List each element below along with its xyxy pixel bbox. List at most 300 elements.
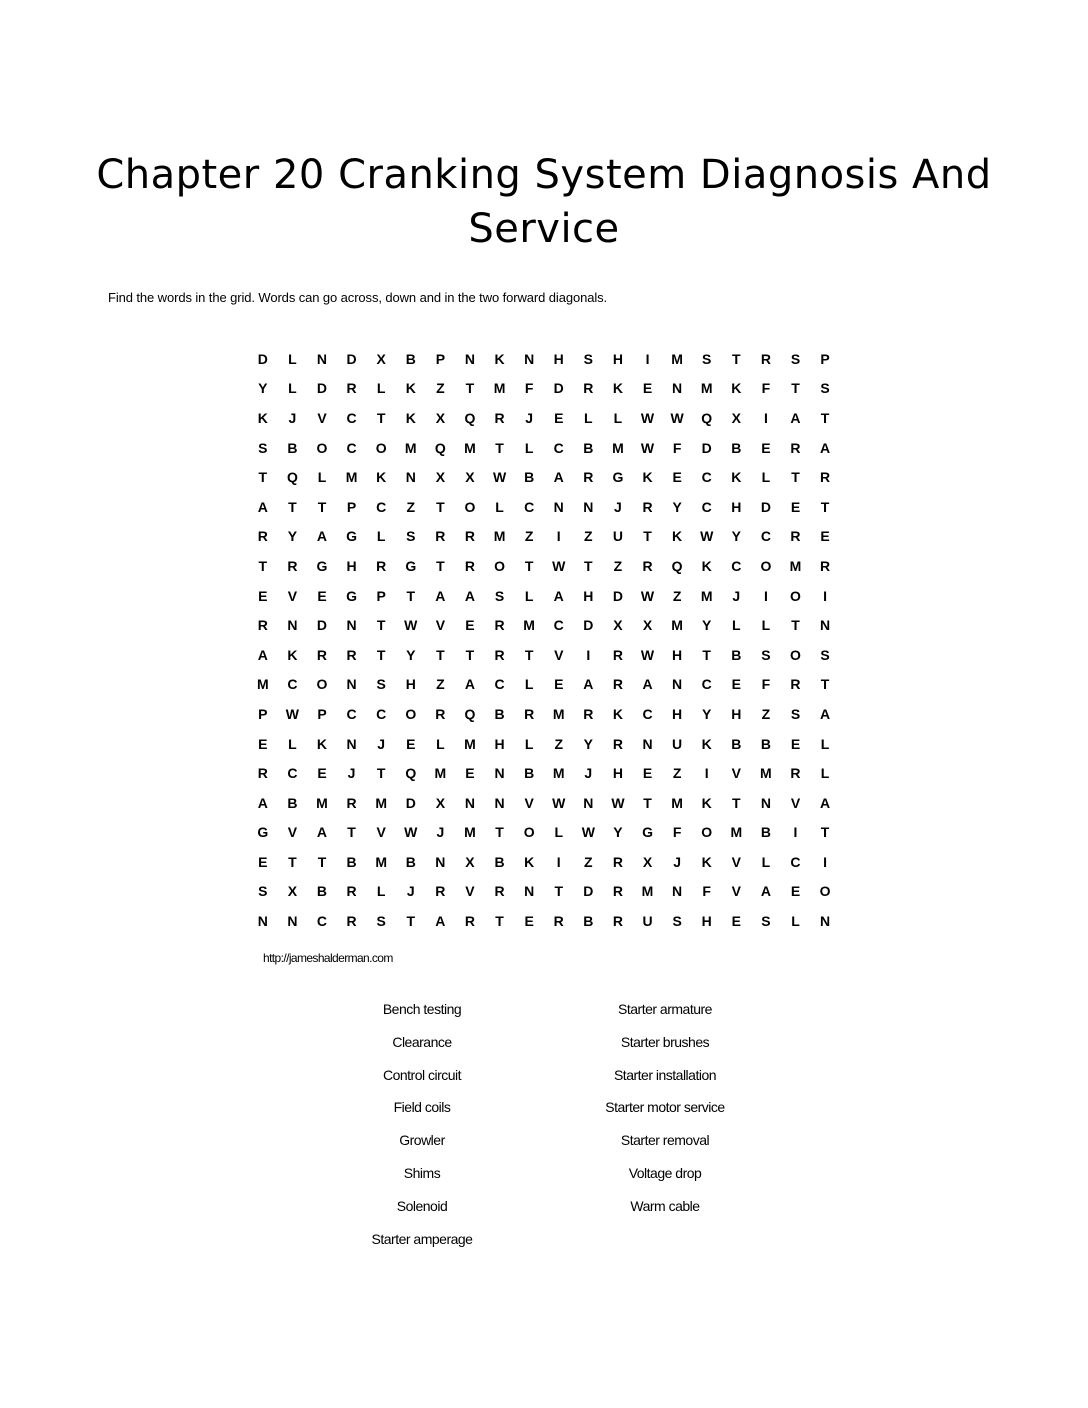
- grid-letter: T: [524, 646, 534, 663]
- grid-letter: T: [436, 557, 445, 574]
- grid-letter: M: [671, 617, 683, 634]
- grid-letter: A: [435, 587, 446, 604]
- grid-letter: R: [435, 705, 446, 722]
- grid-letter: L: [524, 735, 534, 752]
- grid-letter: E: [642, 765, 653, 782]
- grid-row: [248, 877, 840, 907]
- grid-letter: K: [642, 469, 653, 486]
- grid-letter: M: [464, 735, 476, 752]
- grid-letter: R: [346, 913, 357, 930]
- word-list-item: Solenoid: [396, 1197, 448, 1214]
- grid-letter: R: [790, 676, 801, 693]
- grid-letter: M: [760, 765, 772, 782]
- grid-letter: A: [790, 409, 801, 426]
- grid-letter: T: [436, 646, 445, 663]
- grid-letter: I: [586, 646, 591, 663]
- grid-letter: B: [583, 439, 594, 456]
- grid-letter: B: [760, 824, 771, 841]
- grid-letter: L: [613, 409, 623, 426]
- grid-row: [248, 847, 840, 877]
- grid-letter: L: [524, 676, 534, 693]
- grid-letter: C: [287, 765, 298, 782]
- word-list-item: Bench testing: [382, 1001, 462, 1017]
- grid-letter: R: [494, 883, 505, 900]
- grid-letter: G: [346, 587, 358, 604]
- grid-letter: C: [701, 469, 712, 486]
- word-list-left: [292, 998, 552, 1260]
- grid-letter: K: [405, 380, 416, 397]
- grid-letter: H: [672, 705, 683, 722]
- grid-letter: I: [556, 528, 561, 545]
- grid-letter: B: [287, 439, 298, 456]
- grid-letter: W: [640, 587, 655, 604]
- grid-letter: T: [376, 646, 386, 663]
- grid-letter: D: [257, 350, 268, 367]
- grid-letter: C: [553, 439, 564, 456]
- grid-letter: W: [640, 439, 655, 456]
- grid-letter: F: [702, 883, 711, 900]
- grid-letter: A: [316, 528, 328, 545]
- grid-row: [248, 610, 840, 640]
- word-list-item: Control circuit: [382, 1066, 462, 1083]
- grid-letter: L: [524, 587, 534, 604]
- grid-letter: M: [316, 794, 328, 811]
- grid-letter: I: [793, 824, 798, 841]
- grid-letter: A: [257, 646, 268, 663]
- grid-letter: E: [258, 587, 268, 604]
- grid-letter: T: [820, 824, 830, 841]
- grid-letter: R: [494, 646, 505, 663]
- grid-letter: T: [495, 439, 504, 456]
- grid-letter: M: [700, 380, 713, 397]
- grid-letter: E: [761, 439, 771, 456]
- grid-letter: K: [701, 557, 712, 574]
- grid-letter: C: [553, 617, 564, 634]
- grid-letter: N: [494, 765, 505, 782]
- grid-letter: C: [731, 557, 742, 574]
- grid-letter: I: [763, 409, 768, 426]
- grid-letter: J: [406, 883, 415, 900]
- page-title: Chapter 20 Cranking System Diagnosis And Service: [96, 152, 992, 252]
- grid-letter: O: [464, 498, 476, 515]
- grid-letter: W: [640, 409, 655, 426]
- grid-letter: A: [583, 676, 594, 693]
- grid-row: [248, 640, 840, 670]
- grid-letter: R: [612, 676, 623, 693]
- word-list-item: Field coils: [393, 1099, 451, 1116]
- grid-letter: Z: [761, 705, 771, 722]
- grid-letter: T: [347, 824, 356, 841]
- grid-letter: X: [435, 794, 446, 811]
- grid-letter: O: [375, 439, 387, 456]
- grid-letter: A: [435, 913, 446, 930]
- grid-letter: O: [316, 439, 328, 456]
- grid-letter: C: [346, 409, 357, 426]
- grid-letter: R: [346, 646, 357, 663]
- grid-letter: S: [702, 350, 712, 367]
- grid-letter: C: [376, 498, 387, 515]
- grid-row: [248, 670, 840, 700]
- grid-letter: S: [376, 913, 386, 930]
- grid-letter: D: [553, 380, 564, 397]
- grid-letter: R: [524, 705, 535, 722]
- grid-letter: N: [464, 350, 476, 367]
- grid-letter: H: [701, 913, 712, 930]
- grid-letter: J: [288, 409, 297, 426]
- grid-letter: Q: [701, 409, 713, 426]
- grid-letter: I: [823, 853, 828, 870]
- grid-letter: H: [672, 646, 683, 663]
- grid-letter: V: [554, 646, 564, 663]
- grid-letter: T: [465, 380, 475, 397]
- grid-letter: R: [346, 380, 357, 397]
- grid-letter: J: [347, 765, 356, 782]
- grid-letter: W: [640, 646, 655, 663]
- word-list-item: Voltage drop: [628, 1164, 702, 1181]
- grid-row: [248, 729, 840, 759]
- grid-letter: S: [761, 913, 771, 930]
- grid-letter: L: [495, 498, 504, 515]
- grid-letter: T: [406, 587, 416, 604]
- grid-letter: G: [257, 824, 269, 841]
- grid-letter: D: [316, 380, 328, 397]
- grid-letter: O: [760, 557, 772, 574]
- grid-letter: T: [820, 498, 830, 515]
- grid-letter: T: [791, 380, 800, 397]
- grid-letter: N: [524, 350, 535, 367]
- grid-letter: L: [761, 853, 771, 870]
- grid-letter: E: [790, 735, 801, 752]
- grid-letter: C: [316, 913, 328, 930]
- grid-letter: L: [820, 765, 830, 782]
- grid-letter: T: [465, 646, 475, 663]
- grid-letter: J: [584, 765, 593, 782]
- grid-letter: D: [701, 439, 712, 456]
- grid-letter: T: [732, 794, 741, 811]
- grid-letter: R: [612, 853, 623, 870]
- grid-letter: N: [287, 913, 298, 930]
- grid-letter: P: [435, 350, 446, 367]
- grid-letter: S: [790, 350, 801, 367]
- grid-letter: I: [823, 587, 828, 604]
- grid-letter: E: [406, 735, 416, 752]
- grid-letter: X: [642, 617, 653, 634]
- grid-letter: A: [820, 705, 831, 722]
- grid-letter: Y: [583, 735, 593, 752]
- grid-letter: L: [820, 735, 830, 752]
- grid-letter: R: [642, 498, 653, 515]
- word-list-item: Starter amperage: [371, 1230, 473, 1247]
- grid-letter: E: [554, 409, 564, 426]
- grid-letter: B: [583, 913, 594, 930]
- grid-letter: B: [287, 794, 298, 811]
- grid-letter: X: [435, 469, 446, 486]
- grid-letter: Z: [524, 528, 534, 545]
- grid-letter: M: [641, 883, 654, 900]
- grid-letter: O: [405, 705, 417, 722]
- grid-letter: B: [494, 705, 505, 722]
- grid-letter: J: [377, 735, 386, 752]
- grid-letter: L: [317, 469, 327, 486]
- grid-letter: M: [464, 439, 476, 456]
- grid-letter: S: [820, 380, 830, 397]
- grid-letter: T: [436, 498, 445, 515]
- grid-row: [248, 581, 840, 611]
- grid-letter: L: [288, 350, 297, 367]
- grid-letter: H: [494, 735, 505, 752]
- grid-row: [248, 758, 840, 788]
- grid-letter: Z: [406, 498, 416, 515]
- grid-letter: R: [820, 469, 831, 486]
- grid-letter: P: [346, 498, 357, 515]
- grid-letter: T: [820, 409, 830, 426]
- grid-letter: Z: [554, 735, 564, 752]
- grid-letter: R: [316, 646, 328, 663]
- grid-letter: D: [612, 587, 623, 604]
- grid-letter: N: [672, 676, 683, 693]
- grid-letter: V: [731, 765, 741, 782]
- grid-letter: H: [583, 587, 594, 604]
- grid-letter: N: [820, 913, 831, 930]
- grid-letter: T: [732, 350, 741, 367]
- grid-letter: N: [672, 883, 683, 900]
- grid-letter: A: [553, 587, 564, 604]
- grid-letter: G: [346, 528, 358, 545]
- grid-letter: M: [434, 765, 447, 782]
- grid-letter: Z: [584, 528, 593, 545]
- grid-letter: M: [552, 765, 565, 782]
- grid-letter: J: [614, 498, 622, 515]
- grid-row: [248, 403, 840, 433]
- grid-letter: W: [581, 824, 595, 841]
- grid-letter: V: [524, 794, 534, 811]
- grid-letter: E: [642, 380, 653, 397]
- grid-letter: B: [405, 853, 416, 870]
- grid-letter: C: [701, 676, 712, 693]
- grid-letter: M: [789, 557, 802, 574]
- grid-letter: P: [258, 705, 268, 722]
- grid-letter: D: [760, 498, 771, 515]
- grid-letter: T: [288, 498, 297, 515]
- grid-letter: R: [257, 765, 268, 782]
- grid-letter: K: [405, 409, 416, 426]
- grid-letter: F: [761, 380, 771, 397]
- grid-letter: J: [732, 587, 741, 604]
- grid-letter: E: [554, 676, 564, 693]
- grid-letter: T: [584, 557, 593, 574]
- grid-letter: M: [256, 676, 269, 693]
- grid-letter: X: [435, 409, 446, 426]
- grid-row: [248, 374, 840, 404]
- grid-letter: T: [791, 469, 800, 486]
- grid-letter: L: [376, 883, 386, 900]
- grid-letter: M: [730, 824, 743, 841]
- grid-letter: R: [612, 646, 623, 663]
- grid-letter: Q: [464, 409, 476, 426]
- grid-letter: T: [317, 498, 327, 515]
- grid-letter: V: [731, 883, 741, 900]
- grid-letter: L: [791, 913, 800, 930]
- grid-letter: Z: [436, 380, 445, 397]
- grid-letter: X: [613, 617, 623, 634]
- grid-letter: R: [790, 528, 801, 545]
- grid-letter: P: [376, 587, 386, 604]
- grid-letter: C: [524, 498, 535, 515]
- grid-letter: T: [406, 913, 416, 930]
- grid-letter: O: [790, 587, 801, 604]
- grid-letter: M: [671, 794, 683, 811]
- word-list-item: Warm cable: [630, 1197, 700, 1214]
- grid-letter: E: [790, 883, 801, 900]
- grid-letter: N: [524, 883, 535, 900]
- grid-letter: F: [672, 439, 682, 456]
- grid-letter: L: [288, 380, 297, 397]
- grid-letter: R: [790, 439, 801, 456]
- grid-letter: E: [258, 853, 268, 870]
- grid-letter: A: [316, 824, 328, 841]
- grid-letter: F: [524, 380, 534, 397]
- grid-letter: V: [790, 794, 801, 811]
- grid-row: [248, 818, 840, 848]
- grid-row: [248, 551, 840, 581]
- grid-letter: B: [524, 765, 535, 782]
- grid-letter: R: [642, 557, 653, 574]
- grid-letter: C: [287, 676, 298, 693]
- grid-letter: W: [404, 824, 418, 841]
- grid-letter: K: [701, 735, 712, 752]
- grid-letter: K: [376, 469, 387, 486]
- grid-letter: T: [495, 824, 504, 841]
- grid-letter: V: [287, 587, 298, 604]
- grid-letter: N: [553, 498, 564, 515]
- grid-letter: L: [554, 824, 564, 841]
- grid-letter: T: [258, 469, 268, 486]
- grid-letter: T: [376, 617, 386, 634]
- grid-letter: O: [790, 646, 801, 663]
- grid-letter: E: [524, 913, 534, 930]
- grid-letter: H: [731, 705, 742, 722]
- grid-letter: K: [524, 853, 535, 870]
- grid-letter: W: [700, 528, 714, 545]
- grid-letter: O: [701, 824, 713, 841]
- grid-letter: M: [493, 380, 506, 397]
- grid-letter: L: [524, 439, 534, 456]
- grid-letter: D: [346, 350, 357, 367]
- grid-letter: Y: [258, 380, 268, 397]
- grid-letter: V: [731, 853, 741, 870]
- grid-letter: I: [704, 765, 709, 782]
- grid-letter: P: [820, 350, 830, 367]
- grid-letter: R: [583, 469, 594, 486]
- grid-letter: R: [583, 705, 594, 722]
- grid-letter: R: [494, 617, 505, 634]
- grid-letter: R: [583, 380, 594, 397]
- grid-letter: S: [583, 350, 593, 367]
- grid-letter: V: [317, 409, 327, 426]
- word-list-item: Starter armature: [618, 1001, 712, 1017]
- grid-letter: N: [316, 350, 328, 367]
- grid-row: [248, 788, 840, 818]
- grid-letter: E: [465, 617, 475, 634]
- grid-letter: B: [316, 883, 328, 900]
- grid-letter: K: [257, 409, 268, 426]
- grid-letter: R: [435, 883, 446, 900]
- grid-letter: R: [612, 735, 623, 752]
- grid-letter: A: [257, 794, 268, 811]
- grid-letter: S: [761, 646, 771, 663]
- grid-letter: E: [317, 765, 327, 782]
- grid-letter: Z: [672, 765, 682, 782]
- grid-letter: B: [405, 350, 416, 367]
- grid-letter: Y: [287, 528, 298, 545]
- grid-row: [248, 699, 840, 729]
- grid-letter: Y: [731, 528, 741, 545]
- grid-letter: S: [820, 646, 830, 663]
- grid-letter: R: [760, 350, 771, 367]
- grid-letter: N: [346, 735, 357, 752]
- grid-letter: M: [404, 439, 417, 456]
- grid-letter: K: [494, 350, 505, 367]
- grid-letter: M: [700, 587, 713, 604]
- grid-letter: M: [464, 824, 476, 841]
- grid-letter: N: [760, 794, 771, 811]
- grid-letter: N: [346, 617, 357, 634]
- grid-letter: T: [258, 557, 268, 574]
- grid-letter: M: [671, 350, 683, 367]
- grid-letter: Y: [702, 617, 712, 634]
- grid-row: [248, 906, 840, 936]
- grid-letter: O: [316, 676, 328, 693]
- grid-letter: A: [257, 498, 268, 515]
- word-list-item: Shims: [403, 1164, 441, 1181]
- grid-letter: K: [612, 380, 623, 397]
- grid-letter: C: [376, 705, 387, 722]
- grid-letter: N: [672, 380, 683, 397]
- grid-letter: E: [672, 469, 682, 486]
- grid-letter: K: [731, 469, 742, 486]
- grid-letter: N: [583, 498, 594, 515]
- grid-letter: B: [731, 439, 742, 456]
- grid-letter: I: [763, 587, 768, 604]
- grid-letter: I: [645, 350, 650, 367]
- grid-letter: L: [732, 617, 741, 634]
- grid-letter: N: [435, 853, 446, 870]
- grid-row: [248, 433, 840, 463]
- grid-letter: T: [643, 528, 652, 545]
- grid-letter: K: [612, 705, 623, 722]
- grid-letter: M: [552, 705, 565, 722]
- grid-letter: Q: [464, 705, 476, 722]
- grid-letter: H: [553, 350, 564, 367]
- grid-letter: E: [790, 498, 801, 515]
- grid-letter: Y: [702, 705, 712, 722]
- grid-letter: S: [790, 705, 801, 722]
- grid-letter: O: [819, 883, 831, 900]
- grid-letter: W: [552, 557, 566, 574]
- grid-letter: X: [465, 469, 475, 486]
- grid-letter: F: [761, 676, 771, 693]
- grid-letter: M: [612, 439, 624, 456]
- grid-letter: R: [464, 557, 476, 574]
- grid-letter: J: [673, 853, 681, 870]
- grid-letter: A: [464, 676, 476, 693]
- grid-letter: K: [731, 380, 742, 397]
- grid-letter: W: [552, 794, 566, 811]
- grid-letter: N: [494, 794, 505, 811]
- word-list-item: Starter installation: [613, 1066, 717, 1083]
- grid-letter: R: [553, 913, 564, 930]
- grid-letter: R: [612, 883, 623, 900]
